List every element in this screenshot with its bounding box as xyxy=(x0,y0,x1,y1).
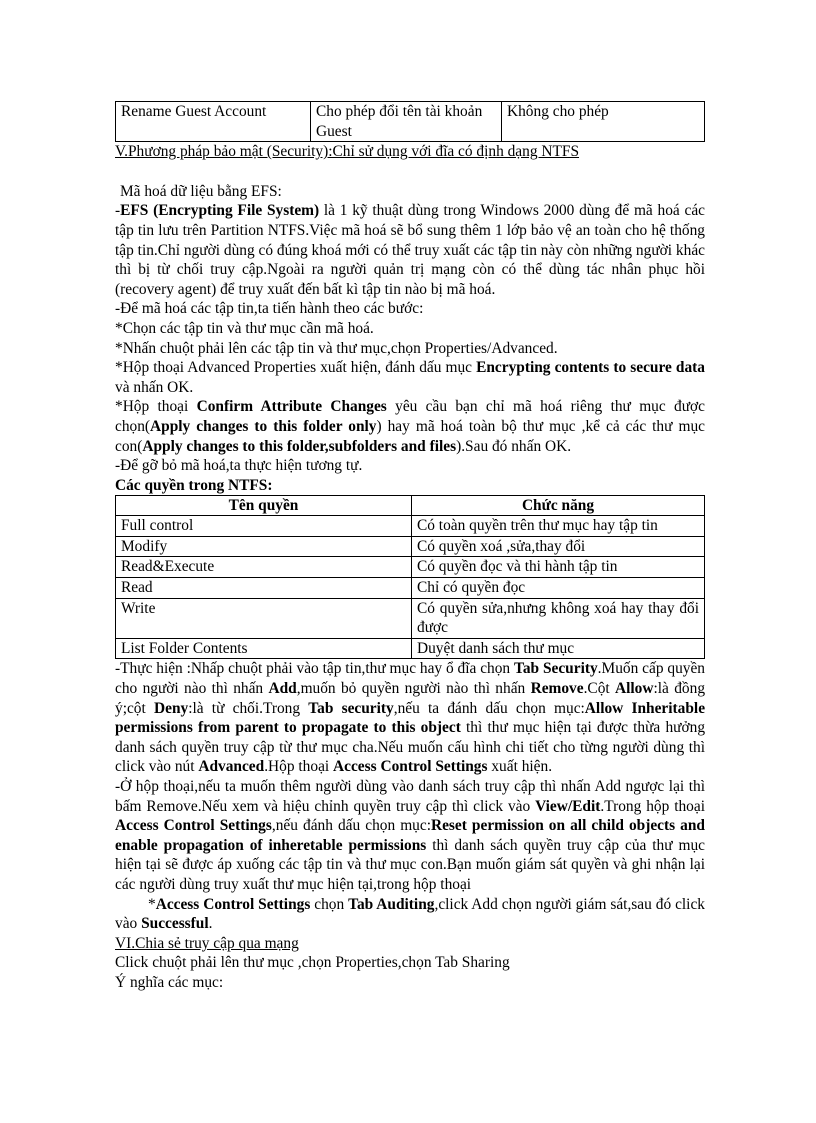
efs-paragraph: -EFS (Encrypting File System) là 1 kỹ thuật dùng trong Windows 2000 dùng để mã hoá các tập tin lưu trên Partition NTFS.Việc mã hoá sẽ bổ sung thêm 1 lớp bảo vệ an toàn cho hệ thống tập tin.Chỉ người dùng có đúng khoá mới có thể truy xuất các tập tin này còn những người khác thì bị từ chối truy cập.Ngoài ra người quản trị mạng còn có thể dùng tác nhân phục hồi (recovery agent) để truy xuất đến bất kì tập tin nào bị mã hoá. xyxy=(115,202,705,298)
header-permission-name: Tên quyền xyxy=(116,496,412,516)
permission-name: Read&Execute xyxy=(116,557,412,578)
table-row xyxy=(116,638,705,659)
section-5-title: V.Phương pháp bảo mật (Security):Chỉ sử dụng với đĩa có định dạng NTFS xyxy=(115,143,580,161)
step-3: *Hộp thoại Advanced Properties xuất hiện, đánh dấu mục Encrypting contents to secure data và nhấn OK. xyxy=(115,359,706,396)
permission-function: Chỉ có quyền đọc xyxy=(412,578,705,599)
table-row xyxy=(116,102,705,142)
document-page xyxy=(115,100,705,993)
policy-setting-cell: Không cho phép xyxy=(502,102,705,142)
meaning-heading: Ý nghĩa các mục: xyxy=(115,973,224,991)
permission-name: Read xyxy=(116,578,412,599)
section-6-title: VI.Chia sẻ truy cập qua mạng xyxy=(115,934,299,952)
implementation-paragraph: -Thực hiện :Nhấp chuột phải vào tập tin,thư mục hay ổ đĩa chọn Tab Security.Muốn cấp quyền cho người nào thì nhấn Add,muốn bỏ quyền người nào thì nhấn Remove.Cột Allow:là đồng ý;cột Deny:là từ chối.Trong Tab security,nếu ta đánh dấu chọn mục:Allow Inheritable permissions from parent to propagate to this object thì thư mục hiện tại được thừa hưởng danh sách quyền truy cập từ thư mục cha.Nếu muốn cấu hình chi tiết cho từng người dùng thì click vào nút Advanced.Hộp thoại Access Control Settings xuất hiện. xyxy=(115,660,706,776)
table-header-row xyxy=(116,496,705,516)
header-function: Chức năng xyxy=(412,496,705,516)
step-5: -Để gỡ bỏ mã hoá,ta thực hiện tương tự. xyxy=(115,457,363,475)
permission-function: Có quyền đọc và thi hành tập tin xyxy=(412,557,705,578)
step-2: *Nhấn chuột phải lên các tập tin và thư mục,chọn Properties/Advanced. xyxy=(115,339,558,357)
step-1: *Chọn các tập tin và thư mục cần mã hoá. xyxy=(115,319,374,337)
permission-name: Write xyxy=(116,598,412,638)
steps-intro: -Để mã hoá các tập tin,ta tiến hành theo các bước: xyxy=(115,300,424,318)
ntfs-heading: Các quyền trong NTFS: xyxy=(115,476,273,494)
table-row xyxy=(116,578,705,599)
permission-name: List Folder Contents xyxy=(116,638,412,659)
permission-function: Có quyền sửa,nhưng không xoá hay thay đổi được xyxy=(412,598,705,638)
dialog-paragraph: -Ở hộp thoại,nếu ta muốn thêm người dùng vào danh sách truy cập thì nhấn Add ngược lại thì bấm Remove.Nếu xem và hiệu chỉnh quyền truy cập thì click vào View/Edit.Trong hộp thoại Access Control Settings,nếu đánh dấu chọn mục:Reset permission on all child objects and enable propagation of inheretable permissions thì danh sách quyền truy cập của thư mục hiện tại sẽ được áp xuống các tập tin và thư mục con.Bạn muốn giám sát quyền và ghi nhận lại các người dùng truy xuất thư mục hiện tại,trong hộp thoại xyxy=(115,778,705,893)
table-row xyxy=(116,557,705,578)
table-row xyxy=(116,598,705,638)
permission-function: Có quyền xoá ,sửa,thay đổi xyxy=(412,536,705,557)
step-4: *Hộp thoại Confirm Attribute Changes yêu cầu bạn chỉ mã hoá riêng thư mục được chọn(Apply changes to this folder only) hay mã hoá toàn bộ thư mục ,kể cả các thư mục con(Apply changes to this folder,subfolders and files).Sau đó nhấn OK. xyxy=(115,398,706,455)
permission-function: Có toàn quyền trên thư mục hay tập tin xyxy=(412,516,705,537)
permission-function: Duyệt danh sách thư mục xyxy=(412,638,705,659)
permission-name: Modify xyxy=(116,536,412,557)
auditing-paragraph: *Access Control Settings chọn Tab Auditing,click Add chọn người giám sát,sau đó click vào Successful. xyxy=(115,895,705,933)
sharing-instruction: Click chuột phải lên thư mục ,chọn Properties,chọn Tab Sharing xyxy=(115,954,510,972)
table-row xyxy=(116,536,705,557)
guest-account-table xyxy=(115,101,705,142)
efs-heading: Mã hoá dữ liệu bằng EFS: xyxy=(120,182,282,200)
permission-name: Full control xyxy=(116,516,412,537)
policy-description-cell: Cho phép đổi tên tài khoản Guest xyxy=(311,102,502,142)
table-row xyxy=(116,516,705,537)
policy-name-cell: Rename Guest Account xyxy=(116,102,311,142)
ntfs-permissions-table xyxy=(115,495,705,659)
